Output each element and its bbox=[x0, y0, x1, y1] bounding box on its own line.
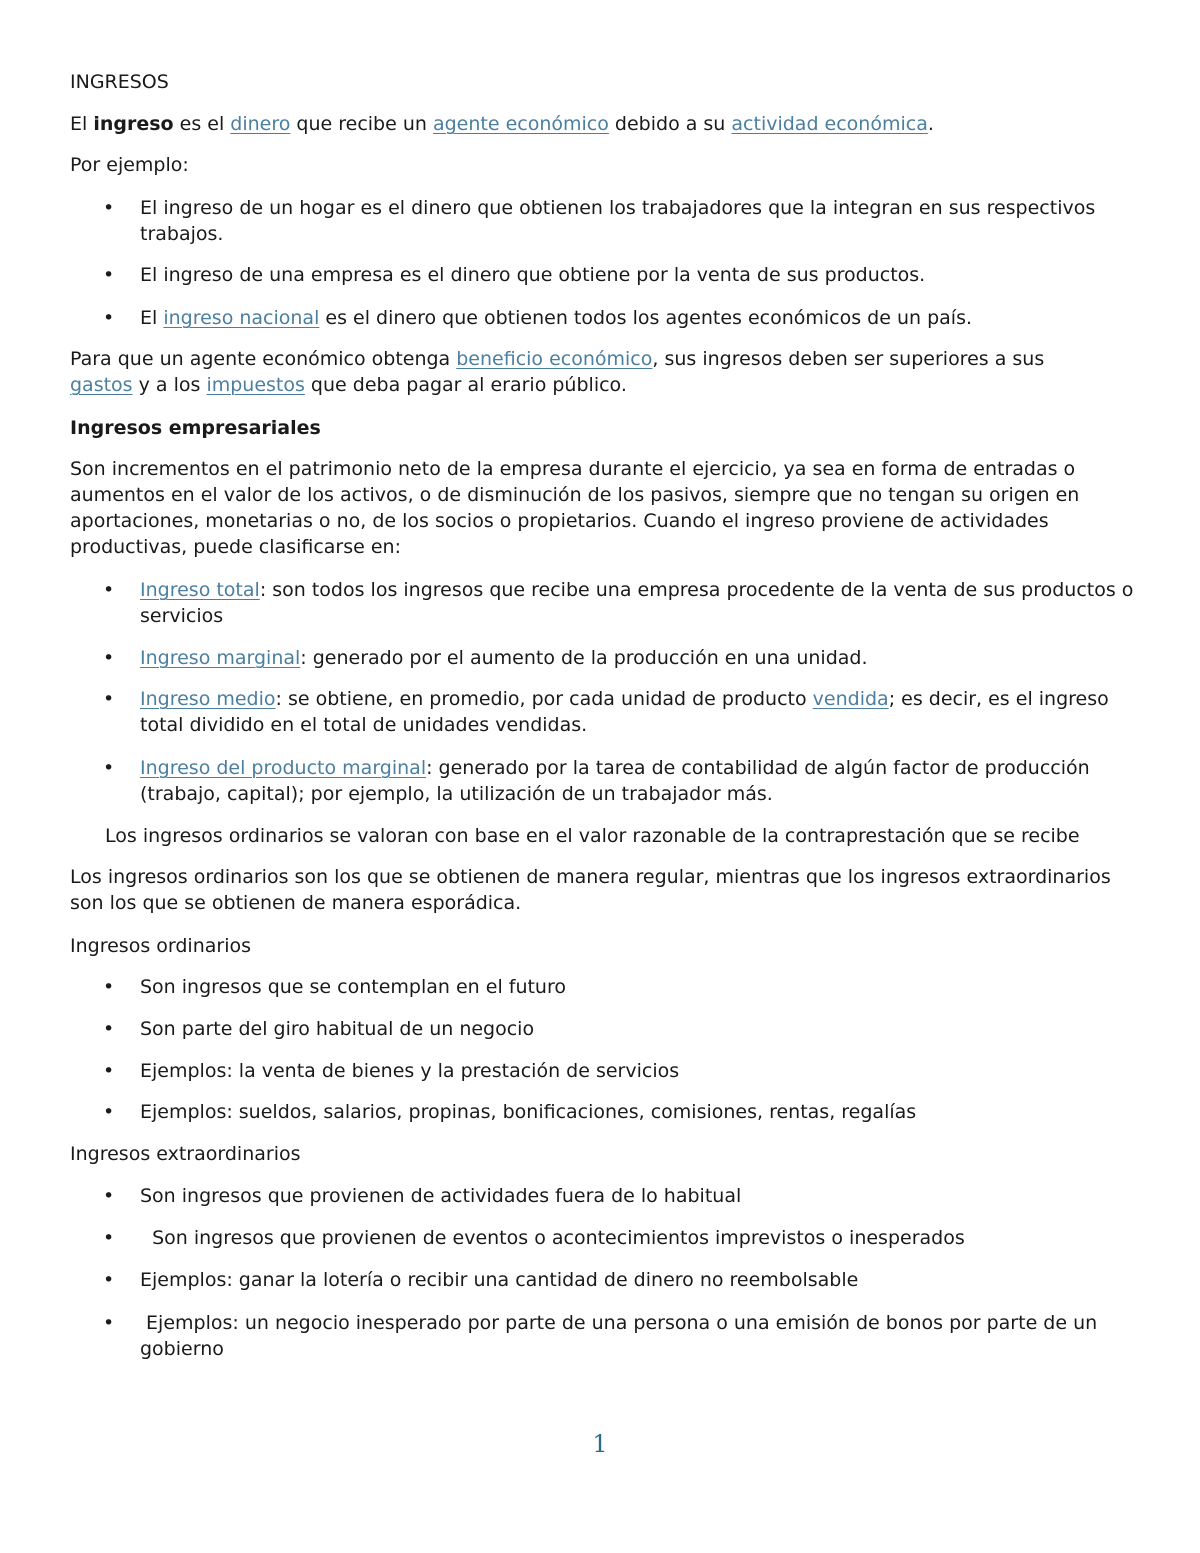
list-item: • Ingreso del producto marginal: generado por la tarea de contabilidad de algún factor de producción (trabajo, capital); por ejemplo, la utilización de un trabajador más. bbox=[103, 757, 1090, 805]
bullet-icon: • bbox=[103, 1101, 115, 1123]
bullet-icon: • bbox=[103, 757, 115, 779]
link-gastos[interactable]: gastos bbox=[70, 374, 133, 396]
section-heading: Ingresos empresariales bbox=[70, 417, 321, 439]
contrast-paragraph: Los ingresos ordinarios son los que se obtienen de manera regular, mientras que los ingresos extraordinarios son los que se obtienen de manera esporádica. bbox=[70, 866, 1111, 914]
bullet-icon: • bbox=[103, 647, 115, 669]
extraordinary-heading: Ingresos extraordinarios bbox=[70, 1143, 301, 1165]
list-item: • Ejemplos: ganar la lotería o recibir una cantidad de dinero no reembolsable bbox=[103, 1269, 859, 1291]
bullet-icon: • bbox=[103, 579, 115, 601]
list-item: • El ingreso nacional es el dinero que obtienen todos los agentes económicos de un país. bbox=[103, 307, 973, 329]
bold-term: ingreso bbox=[93, 113, 174, 135]
list-item: • Ingreso marginal: generado por el aumento de la producción en una unidad. bbox=[103, 647, 868, 669]
definition-paragraph: El ingreso es el dinero que recibe un agente económico debido a su actividad económica. bbox=[70, 113, 934, 135]
link-vendida[interactable]: vendida bbox=[812, 688, 889, 710]
bullet-icon: • bbox=[103, 197, 115, 219]
list-item: • Ejemplos: sueldos, salarios, propinas, bonificaciones, comisiones, rentas, regalías bbox=[103, 1101, 917, 1123]
profit-paragraph: Para que un agente económico obtenga beneficio económico, sus ingresos deben ser superiores a sus gastos y a los impuestos que deba pagar al erario público. bbox=[70, 348, 1045, 396]
example-intro: Por ejemplo: bbox=[70, 154, 189, 176]
link-ingreso-total[interactable]: Ingreso total bbox=[140, 579, 260, 601]
valuation-paragraph: Los ingresos ordinarios se valoran con base en el valor razonable de la contraprestación que se recibe bbox=[105, 825, 1080, 847]
page-number: 1 bbox=[592, 1430, 608, 1458]
list-item: • Son parte del giro habitual de un negocio bbox=[103, 1018, 535, 1040]
link-impuestos[interactable]: impuestos bbox=[206, 374, 305, 396]
ordinary-heading: Ingresos ordinarios bbox=[70, 935, 251, 957]
list-item: • El ingreso de una empresa es el dinero que obtiene por la venta de sus productos. bbox=[103, 264, 926, 286]
list-item: • Ingreso medio: se obtiene, en promedio, por cada unidad de producto vendida; es decir, es el ingreso total dividido en el total de unidades vendidas. bbox=[103, 688, 1109, 736]
bullet-icon: • bbox=[103, 688, 115, 710]
list-item: • Ingreso total: son todos los ingresos que recibe una empresa procedente de la venta de sus productos o servicios bbox=[103, 579, 1134, 627]
list-item: • Son ingresos que provienen de eventos o acontecimientos imprevistos o inesperados bbox=[103, 1227, 965, 1249]
bullet-icon: • bbox=[103, 976, 115, 998]
bullet-icon: • bbox=[103, 264, 115, 286]
bullet-icon: • bbox=[103, 1185, 115, 1207]
link-ingreso-nacional[interactable]: ingreso nacional bbox=[163, 307, 320, 329]
list-item: • El ingreso de un hogar es el dinero que obtienen los trabajadores que la integran en sus respectivos trabajos. bbox=[103, 197, 1096, 245]
bullet-icon: • bbox=[103, 1227, 115, 1249]
link-actividad-economica[interactable]: actividad económica bbox=[731, 113, 928, 135]
bullet-icon: • bbox=[103, 1018, 115, 1040]
list-item: • Son ingresos que provienen de actividades fuera de lo habitual bbox=[103, 1185, 742, 1207]
document-title: INGRESOS bbox=[70, 71, 169, 93]
link-beneficio-economico[interactable]: beneficio económico bbox=[456, 348, 653, 370]
link-agente-economico[interactable]: agente económico bbox=[432, 113, 609, 135]
bullet-icon: • bbox=[103, 1269, 115, 1291]
list-item: • Ejemplos: un negocio inesperado por parte de una persona o una emisión de bonos por parte de un gobierno bbox=[103, 1312, 1104, 1360]
bullet-icon: • bbox=[103, 1060, 115, 1082]
section-paragraph: Son incrementos en el patrimonio neto de la empresa durante el ejercicio, ya sea en forma de entradas o aumentos en el valor de los activos, o de disminución de los pasivos, siempre que no tengan su origen en aportaciones, monetarias o no, de los socios o propietarios. Cuando el ingreso proviene de actividades productivas, puede clasificarse en: bbox=[70, 458, 1080, 558]
bullet-icon: • bbox=[103, 1312, 115, 1334]
list-item: • Son ingresos que se contemplan en el futuro bbox=[103, 976, 566, 998]
link-dinero[interactable]: dinero bbox=[230, 113, 291, 135]
bullet-icon: • bbox=[103, 307, 115, 329]
link-ingreso-marginal[interactable]: Ingreso marginal bbox=[140, 647, 301, 669]
list-item: • Ejemplos: la venta de bienes y la prestación de servicios bbox=[103, 1060, 680, 1082]
link-ingreso-producto-marginal[interactable]: Ingreso del producto marginal bbox=[140, 757, 427, 779]
link-ingreso-medio[interactable]: Ingreso medio bbox=[140, 688, 276, 710]
